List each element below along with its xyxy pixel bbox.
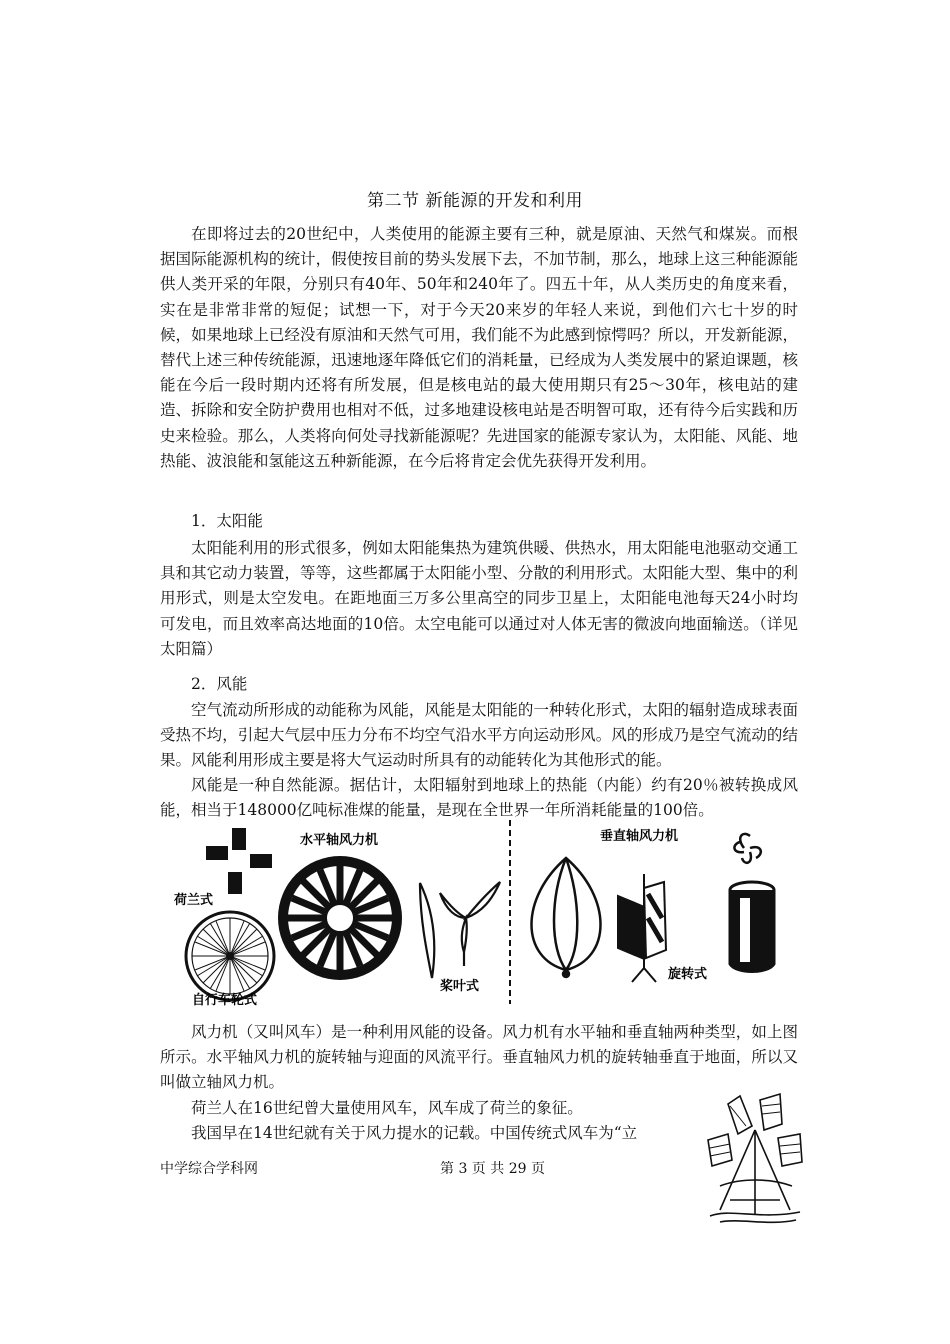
chinese-windmill-illustration <box>700 1090 810 1230</box>
wind-turbine-illustration <box>170 818 790 1008</box>
dutch-windmill-drawing <box>206 828 272 894</box>
vertical-axis-label: 垂直轴风力机 <box>600 829 679 844</box>
savonius-windmill-drawing <box>618 874 666 982</box>
footer-site: 中学综合学科网 <box>160 1161 258 1177</box>
wind-heading: 2．风能 <box>191 675 248 693</box>
bicycle-wheel-type-label: 自行车轮式 <box>192 993 258 1008</box>
propeller-type-label: 桨叶式 <box>440 979 480 994</box>
intro-paragraph: 在即将过去的20世纪中，人类使用的能源主要有三种，就是原油、天然气和煤炭。而根据国际能源机构的统计，假使按目前的势头发展下去，不加节制，那么，地球上这三种能源能供人类开采的年限，分别只有40年、50年和240年了。四五十年，从人类历史的角度来看，实在是非常非常的短促；试想一下，对于今天20来岁的年轻人来说，到他们六七十岁的时候，如果地球上已经没有原油和天然气可用，我们能不为此感到惊愕吗？所以，开发新能源，替代上述三种传统能源，迅速地逐年降低它们的消耗量，已经成为人类发展中的紧迫课题，核能在今后一段时期内还将有所发展，但是核电站的最大使用期只有25～30年，核电站的建造、拆除和安全防护费用也相对不低，过多地建设核电站是否明智可取，还有待今后实践和历史来检验。那么，人类将向何处寻找新能源呢？先进国家的能源专家认为，太阳能、风能、地热能、波浪能和氢能这五种新能源，在今后将肯定会优先获得开发利用。 <box>160 225 798 470</box>
darrieus-windmill-drawing <box>532 858 601 977</box>
solar-heading: 1．太阳能 <box>191 512 263 530</box>
wind-paragraph-3: 风力机（又叫风车）是一种利用风能的设备。风力机有水平轴和垂直轴两种类型，如上图所示。水平轴风力机的旋转轴与迎面的风流平行。垂直轴风力机的旋转轴垂直于地面，所以又叫做立轴风力机。 <box>160 1023 798 1092</box>
section-title: 第二节 新能源的开发和利用 <box>367 191 583 211</box>
footer-page-number: 第 3 页 共 29 页 <box>440 1161 545 1177</box>
wind-paragraph-5: 我国早在14世纪就有关于风力提水的记载。中国传统式风车为“立 <box>191 1124 638 1142</box>
multi-blade-windmill-drawing <box>278 856 402 980</box>
rotary-drum-windmill-drawing <box>730 834 774 972</box>
solar-paragraph: 太阳能利用的形式很多，例如太阳能集热为建筑供暖、供热水，用太阳能电池驱动交通工具和其它动力装置，等等，这些都属于太阳能小型、分散的利用形式。太阳能大型、集中的利用形式，则是太空发电。在距地面三万多公里高空的同步卫星上，太阳能电池每天24小时均可发电，而且效率高达地面的10倍。太空电能可以通过对人体无害的微波向地面输送。（详见太阳篇） <box>160 539 798 658</box>
bicycle-wheel-windmill-drawing <box>186 912 274 1000</box>
dutch-type-label: 荷兰式 <box>174 893 214 908</box>
wind-turbine-figure <box>170 818 790 1008</box>
propeller-windmill-drawing <box>420 882 500 978</box>
wind-paragraph-2: 风能是一种自然能源。据估计，太阳辐射到地球上的热能（内能）约有20％被转换成风能，相当于148000亿吨标准煤的能量，是现在全世界一年所消耗能量的100倍。 <box>160 776 798 820</box>
rotary-type-label: 旋转式 <box>668 967 708 982</box>
wind-paragraph-4: 荷兰人在16世纪曾大量使用风车，风车成了荷兰的象征。 <box>191 1099 583 1117</box>
horizontal-axis-label: 水平轴风力机 <box>300 833 379 848</box>
wind-paragraph-1: 空气流动所形成的动能称为风能，风能是太阳能的一种转化形式，太阳的辐射造成球表面受热不均，引起大气层中压力分布不均空气沿水平方向运动形风。风的形成乃是空气流动的结果。风能利用形成主要是将大气运动时所具有的动能转化为其他形式的能。 <box>160 701 798 770</box>
chinese-windmill-drawing <box>700 1090 810 1230</box>
